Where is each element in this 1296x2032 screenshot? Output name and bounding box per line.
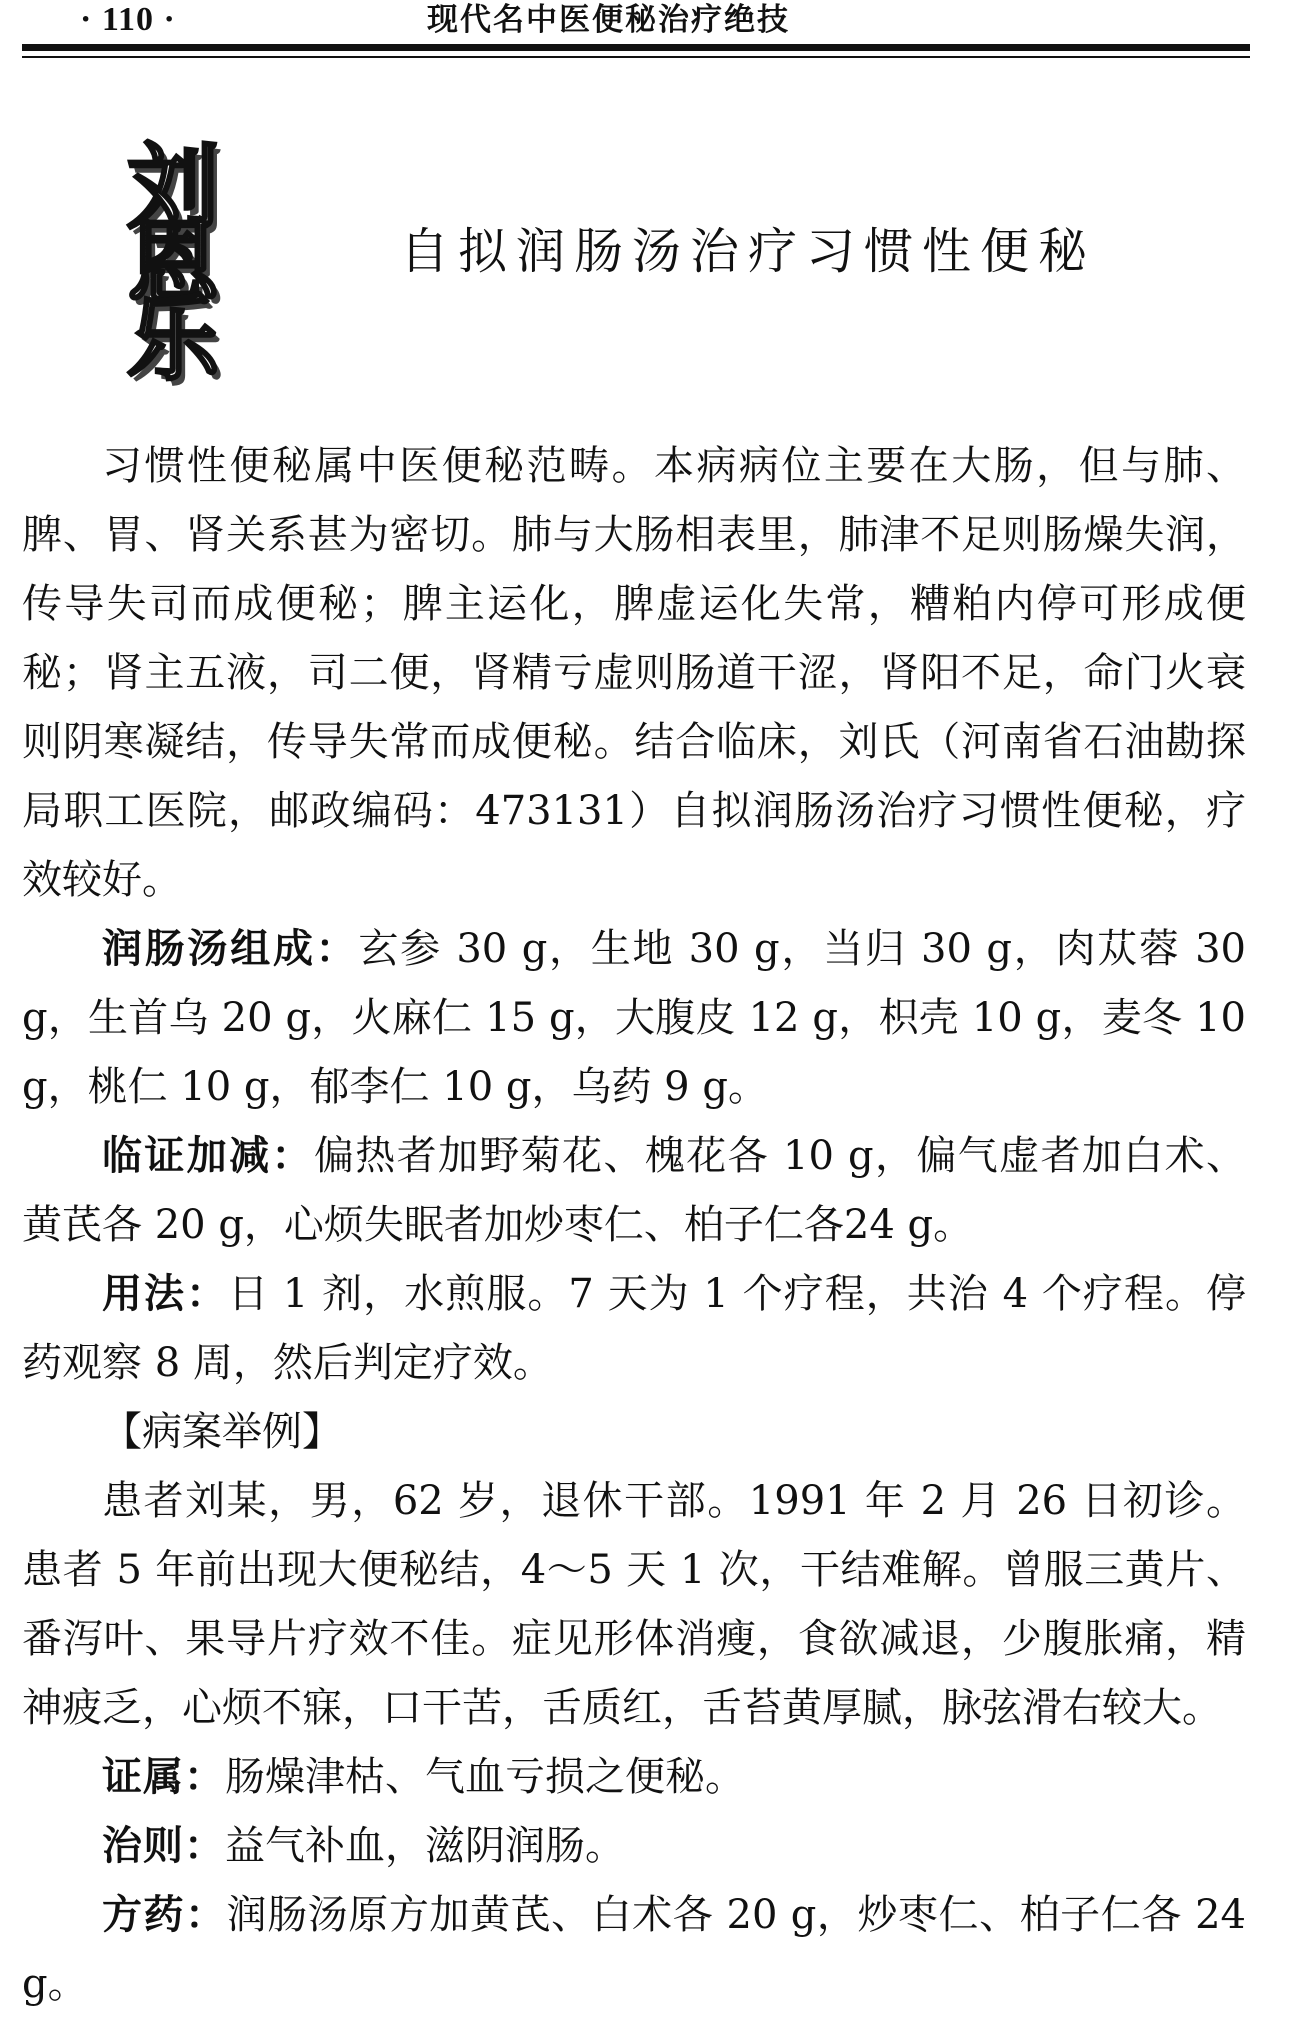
prescription-label: 方药：: [102, 1892, 227, 1938]
formula-paragraph: [22, 915, 1246, 1122]
syndrome-label: 证属：: [102, 1754, 225, 1800]
prescription-paragraph: [22, 1881, 1246, 2019]
author-char-1: 刘: [126, 134, 219, 241]
formula-label: 润肠汤组成：: [102, 926, 359, 972]
modification-paragraph: [22, 1122, 1246, 1260]
treatment-label: 治则：: [102, 1823, 225, 1869]
usage-label: 用法：: [102, 1271, 229, 1317]
case-section-header: 【病案举例】: [102, 1409, 342, 1455]
prescription-text: 润肠汤原方加黄芪、白术各 20 g，炒枣仁、柏子仁各 24 g。: [22, 1892, 1246, 2007]
formula-text: 玄参 30 g，生地 30 g，当归 30 g，肉苁蓉 30 g，生首乌 20 g，火麻仁 15 g，大腹皮 12 g，枳壳 10 g，麦冬 10 g，桃仁 10 g，郁李仁 10 g，乌药 9 g。: [22, 926, 1247, 1110]
usage-paragraph: [22, 1260, 1246, 1398]
treatment-paragraph: [22, 1812, 1246, 1881]
modification-label: 临证加减：: [102, 1133, 314, 1179]
header-rule-thin: [22, 56, 1250, 58]
header-rule-thick: [22, 44, 1250, 51]
modification-text: 偏热者加野菊花、槐花各 10 g，偏气虚者加白术、黄芪各 20 g，心烦失眠者加炒枣仁、柏子仁各24 g。: [22, 1133, 1247, 1248]
author-char-3: 乐: [126, 286, 219, 393]
case-paragraph: 患者刘某，男，62 岁，退休干部。1991 年 2 月 26 日初诊。患者 5 年前出现大便秘结，4～5 天 1 次，干结难解。曾服三黄片、番泻叶、果导片疗效不佳。症见形体消瘦，食欲减退，少腹胀痛，精神疲乏，心烦不寐，口干苦，舌质红，舌苔黄厚腻，脉弦滑右较大。: [22, 1478, 1246, 1731]
author-char-2: 恩: [126, 210, 219, 317]
running-header: [22, 0, 1250, 50]
usage-text: 日 1 剂，水煎服。7 天为 1 个疗程，共治 4 个疗程。停药观察 8 周，然后判定疗效。: [22, 1271, 1246, 1386]
syndrome-paragraph: [22, 1743, 1246, 1812]
intro-paragraph: 习惯性便秘属中医便秘范畴。本病病位主要在大肠，但与肺、脾、胃、肾关系甚为密切。肺与大肠相表里，肺津不足则肠燥失润，传导失司而成便秘；脾主运化，脾虚运化失常，糟粕内停可形成便秘；肾主五液，司二便，肾精亏虚则肠道干涩，肾阳不足，命门火衰则阴寒凝结，传导失常而成便秘。结合临床，刘氏（河南省石油勘探局职工医院，邮政编码：473131）自拟润肠汤治疗习惯性便秘，疗效较好。: [22, 443, 1246, 903]
page-number: · 110 ·: [80, 1, 176, 38]
book-title: 现代名中医便秘治疗绝技: [427, 2, 790, 38]
author-name: [118, 134, 228, 393]
treatment-text: 益气补血，滋阴润肠。: [225, 1823, 625, 1869]
syndrome-text: 肠燥津枯、气血亏损之便秘。: [225, 1754, 745, 1800]
article-title: 自拟润肠汤治疗习惯性便秘: [400, 223, 1097, 280]
article-body: [22, 432, 1246, 2019]
